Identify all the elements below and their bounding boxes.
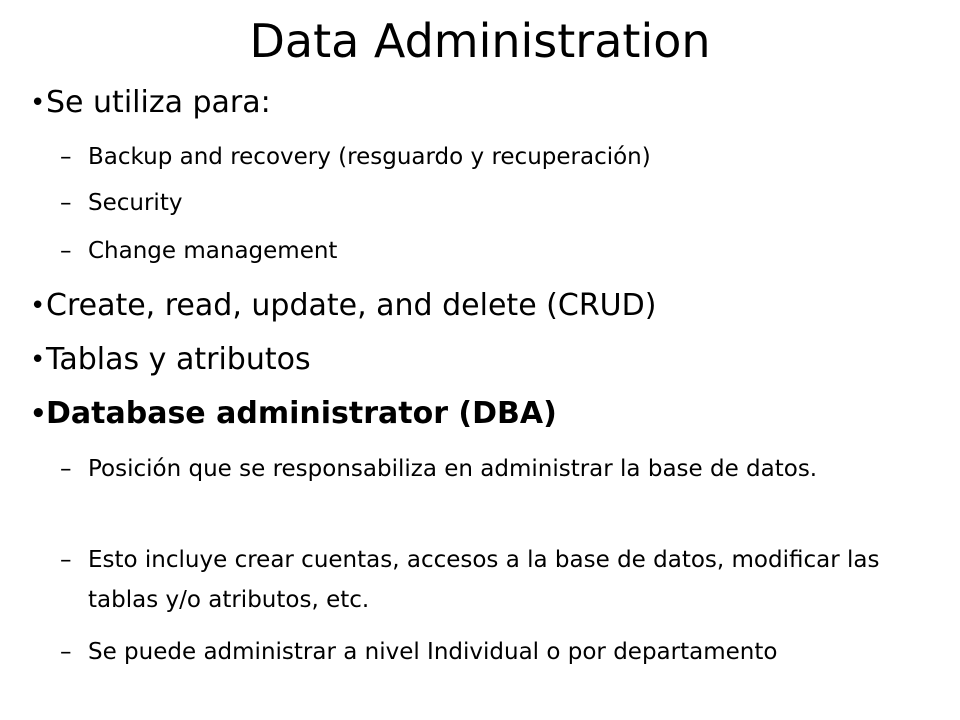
bullet-marker: • (30, 399, 47, 429)
sub-bullet-item (60, 183, 938, 223)
sub-bullet-text: Backup and recovery (resguardo y recuperación) (88, 144, 651, 170)
dash-marker: – (60, 456, 72, 482)
dash-marker: – (60, 190, 72, 216)
sub-bullet-text: Se puede administrar a nivel Individual o por departamento (88, 639, 778, 665)
sub-bullet-item (60, 137, 938, 177)
slide-title: Data Administration (249, 14, 711, 68)
bullet-marker: • (30, 291, 46, 321)
bullet-marker: • (30, 88, 46, 118)
dash-marker: – (60, 238, 72, 264)
bullet-item (30, 286, 657, 326)
sub-bullet-text: Posición que se responsabiliza en administrar la base de datos. (88, 456, 818, 482)
bullet-item (30, 83, 271, 123)
sub-bullet-item (60, 540, 938, 620)
bullet-text: Tablas y atributos (46, 342, 311, 377)
dash-marker: – (60, 144, 72, 170)
sub-bullet-item (60, 231, 938, 271)
dash-marker: – (60, 547, 72, 573)
sub-bullet-item (60, 449, 938, 489)
bullet-marker: • (30, 345, 46, 375)
bullet-text: Se utiliza para: (46, 85, 271, 120)
sub-bullet-text: Security (88, 190, 183, 216)
bullet-text: Create, read, update, and delete (CRUD) (46, 288, 657, 323)
sub-bullet-item (60, 632, 788, 672)
dash-marker: – (60, 639, 72, 665)
sub-bullet-text: Esto incluye crear cuentas, accesos a la base de datos, modificar las tablas y/o atributos, etc. (88, 547, 880, 613)
bullet-item (30, 394, 557, 434)
bullet-text: Database administrator (DBA) (46, 396, 557, 431)
bullet-item (30, 340, 311, 380)
sub-bullet-text: Change management (88, 238, 338, 264)
